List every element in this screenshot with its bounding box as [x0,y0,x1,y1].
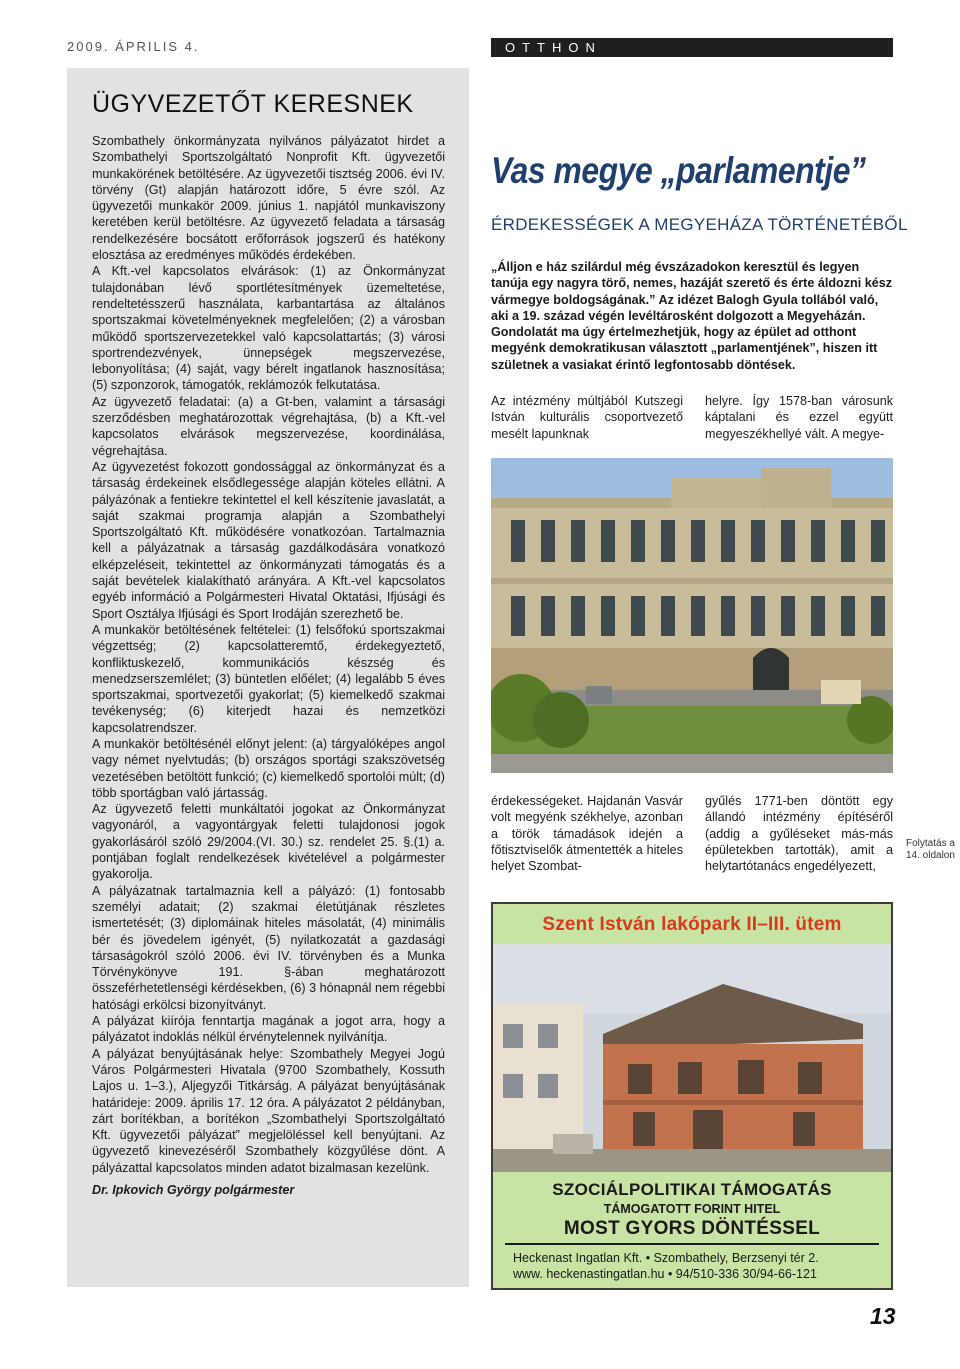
ad-offer-line: TÁMOGATOTT FORINT HITEL [603,1202,781,1216]
section-header: OTTHON [491,38,893,57]
paragraph: Szombathely önkormányzata nyilvános pályázatot hirdet a Szombathelyi Sportszolgáltató Nonprofit Kft. ügyvezetői munkakörének betöltésére. Az ügyvezetői tisztség 2006. évi IV. törvény (Gt) alapján határozott időre, 5 évre szól. Az ügyvezetői munkakör 2009. június 1. napjától munkaviszony keretében kerül betöltésre. Az ügyvezető feladata a társaság rendelkezésére bocsátott erőforrások jogszerű és hatékony elosztása az eredményes működés érdekében. [92,134,445,263]
continue-note: Folytatás a 14. oldalon [906,838,955,861]
paragraph: Az ügyvezető feletti munkáltatói jogokat az Önkormányzat vagyonáról, a vagyontárgyak feletti tulajdonosi jogok gyakorlásáról szóló 29/2004.(VI. 30.) sz. rendelet 25. §.(1) a. pontjában foglalt rendelkezések kivételével a polgármester gyakorolja. [92,802,445,882]
ad-footer [493,1172,891,1288]
feature-title: Vas megye „parlamentje” [491,150,866,191]
page-date: 2009. ÁPRILIS 4. [67,39,200,54]
column-text: érdekességeket. Hajdanán Vasvár volt megyénk székhelye, azonban a török támadások idején a főtisztviselők átmentették a hiteles helyet Szombat- [491,794,683,874]
article-body [92,133,445,1198]
paragraph: A pályázatnak tartalmaznia kell a pályázó: (1) fontosabb személyi adatait; (2) szakmai életútjának részletes ismertetését; (3) diplomáinak hiteles másolatát, (4) minimális bér és jövedelem igényét, (5) nyilatkozatát a gazdasági társaságokról szóló 2006. évi IV. törvényben és a Munka Törvénykönyve 191. §-ában meghatározott összeférhetetlenségi kérdésekben, (6) 3 hónapnál nem régebbi hatósági erkölcsi bizonyítványt. [92,883,445,1012]
feature-lead: „Álljon e ház szilárdul még évszázadokon keresztül és legyen tanúja egy nagyra törő, nemes, hazáját szerető és érte áldozni kész vármegye boldogságának.” Az idézet Balogh Gyula tollából való, aki a 19. század végén levéltárosként dolgozott a Megyeházán. Gondolatát ma úgy értelmezhetjük, hogy az épület ad otthont megyénk demokratikusan választott „parlamentjének”, hiszen itt születnek a vasiakat érintő legfontosabb döntések. [491,260,893,372]
paragraph: A munkakör betöltésénél előnyt jelent: (a) tárgyalóképes angol vagy német nyelvtudás; (b) országos sportági szakszövetség vezetésében betöltött funkció; (c) kiemelkedő sportolói múlt; (d) több sportágban való jártasság. [92,736,445,800]
signature: Dr. Ipkovich György polgármester [92,1183,295,1197]
paragraph: A pályázat kiírója fenntartja magának a jogot arra, hogy a pályázatot indoklás nélkül érvénytelennek nyilvánítja. [92,1014,445,1045]
paragraph: Az ügyvezető feladatai: (a) a Gt-ben, valamint a társasági szerződésben meghatározottak végrehajtása, (b) a Kft.-vel kapcsolatos elvárások megszervezése, koordinálása, végrehajtása. [92,394,445,458]
real-estate-ad [491,902,893,1290]
county-hall-photo [491,458,893,773]
paragraph: A munkakör betöltésének feltételei: (1) felsőfokú sportszakmai végzettség; (2) kapcsolatteremtő, érdekegyeztető, konfliktuskezelő, kommunikációs készség és menedzserszemlélet; (3) büntetlen előélet; (4) legalább 5 éves sportszakmai, sportvezetői gyakorlat; (5) kiemelkedő szakmai tevékenység; (6) kiterjedt hazai és nemzetközi kapcsolatrendszer. [92,622,445,735]
paragraph: Az ügyvezetést fokozott gondossággal az önkormányzat és a társaság érdekeinek elsődlegessége alapján köteles ellátni. A pályázónak a fentiekre tekintettel el kell készítenie javaslatát, a saját szakmai programja alapján a Szombathelyi Sportszolgáltató Kft. működésére vonatkozóan. Tartalmaznia kell a pályázatnak a társaság gazdálkodására vonatkozó elképzeléseit, tekintettel az önkormányzati támogatás és a saját bevételek kialakítható arányára. A Kft.-vel kapcsolatos egyéb információ a Polgármesteri Hivatal Oktatási, Ifjúsági és Sport Osztálya Ifjúsági és Sport Irodáján szerezhető be. [92,459,445,621]
paragraph: A pályázat benyújtásának helye: Szombathely Megyei Jogú Város Polgármesteri Hivatala (9700 Szombathely, Kossuth Lajos u. 1–3.), Aljegyzői Titkárság. A pályázat benyújtásának határideje: 2009. április 17. 12 óra. A pályázatot 2 példányban, zárt borítékban, a borítékon „Szombathelyi Sportszolgáltató Kft. ügyvezetői pályázat” megjelöléssel kell benyújtani. Az ügyvezető kinevezéséről Szombathely közgyűlése dönt. A pályázattal kapcsolatos minden adatot bizalmasan kezelünk. [92,1046,445,1175]
ad-company-address: Heckenast Ingatlan Kft. • Szombathely, Berzsenyi tér 2. [513,1251,819,1265]
construction-photo [493,944,891,1172]
ad-contact [505,1243,879,1282]
column-text: gyűlés 1771-ben döntött egy állandó intézmény építéséről (addig a gyűléseket más-más épületekben tartották), amit a helytartótanács engedélyezett, [705,794,893,874]
paragraph: A Kft.-vel kapcsolatos elvárások: (1) az Önkormányzat tulajdonában lévő sportlétesítmények üzemeltetése, rendeltetésszerű használata, karbantartása az általános sportszakmai követelményeknek megfelelően; (2) a városban működő sportszervezetekkel való kapcsolattartás; (3) városi sportrendezvények, ünnepségek megszervezése, lebonyolítása; (4) saját, vagy bérelt ingatlanok hasznosítása; (5) szponzorok, támogatók, reklámozók felkutatása. [92,264,445,393]
ad-headline: Szent István lakópark II–III. ütem [542,914,842,935]
ad-offer-line: SZOCIÁLPOLITIKAI TÁMOGATÁS [552,1180,832,1199]
page-number: 13 [870,1303,896,1329]
column-text: Az intézmény múltjából Kutszegi István kulturális csoportvezető mesélt lapunknak [491,394,683,441]
feature-subtitle: ÉRDEKESSÉGEK A MEGYEHÁZA TÖRTÉNETÉBŐL [491,215,908,234]
ad-offer-line: MOST GYORS DÖNTÉSSEL [563,1218,821,1239]
column-text: helyre. Így 1578-ban városunk káptalani és ezzel együtt megyeszékhellyé vált. A megye- [705,394,893,441]
article-title: ÜGYVEZETŐT KERESNEK [92,90,414,118]
ad-web-phone: www. heckenastingatlan.hu • 94/510-336 30/94-66-121 [513,1267,817,1281]
left-article [67,68,469,1287]
